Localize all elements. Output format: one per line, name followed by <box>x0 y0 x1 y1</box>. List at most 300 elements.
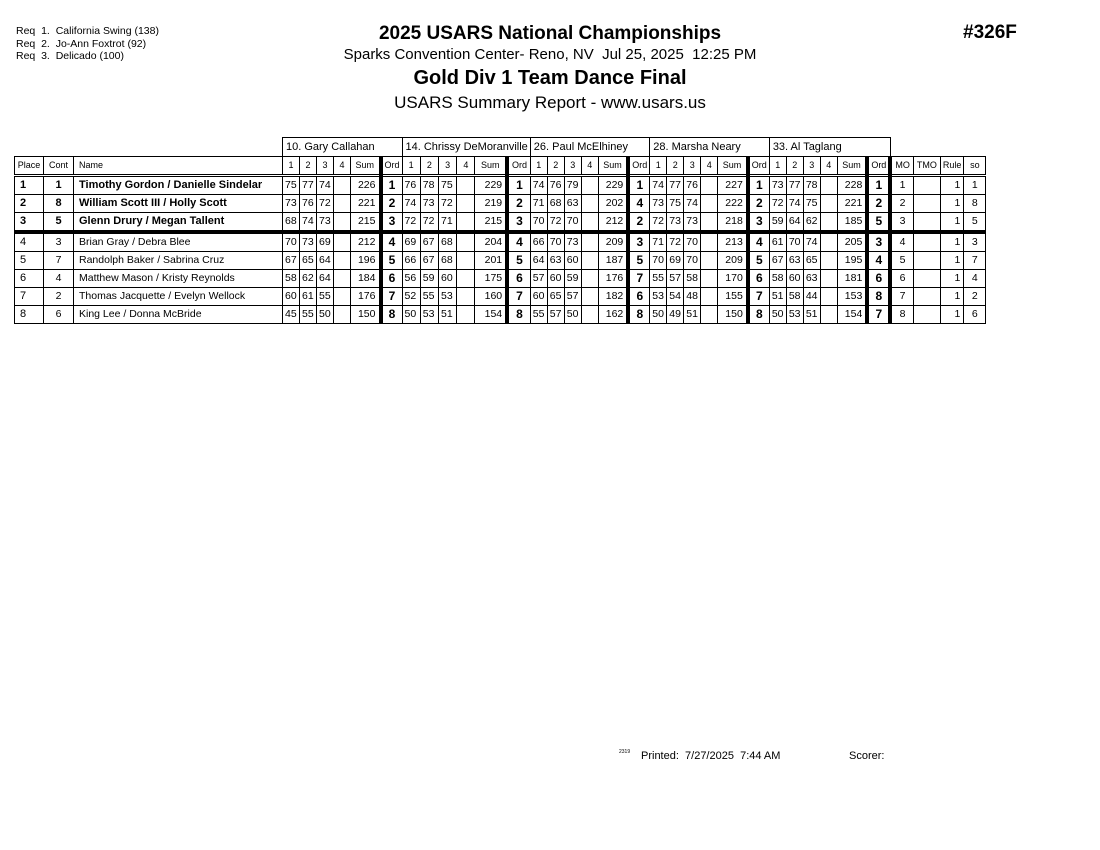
score-sum: 154 <box>475 306 507 324</box>
ordinal: 8 <box>381 306 403 324</box>
score-s2: 64 <box>786 213 803 233</box>
total-majority-ordinal <box>913 288 940 306</box>
score-sum: 212 <box>351 232 381 252</box>
ordinal: 6 <box>507 270 530 288</box>
score-s4 <box>820 270 837 288</box>
score-s1: 66 <box>530 232 547 252</box>
col-header-s1: 1 <box>650 157 667 176</box>
score-sum: 222 <box>718 195 748 213</box>
col-header-s2: 2 <box>786 157 803 176</box>
score-s2: 67 <box>420 252 438 270</box>
score-s4 <box>701 176 718 195</box>
table-row <box>15 288 986 306</box>
score-s1: 73 <box>283 195 300 213</box>
col-header-s3: 3 <box>564 157 581 176</box>
rule-number: 1 <box>940 213 964 233</box>
requirements-list <box>16 25 159 63</box>
col-header-s2: 2 <box>547 157 564 176</box>
score-sum: 175 <box>475 270 507 288</box>
score-s2: 67 <box>420 232 438 252</box>
majority-ordinal: 5 <box>890 252 913 270</box>
score-sum: 212 <box>598 213 628 233</box>
col-header-ord: Ord <box>628 157 650 176</box>
score-s4 <box>581 288 598 306</box>
ordinal: 6 <box>628 288 650 306</box>
score-s2: 58 <box>786 288 803 306</box>
ordinal: 7 <box>628 270 650 288</box>
score-s1: 71 <box>650 232 667 252</box>
score-sum: 227 <box>718 176 748 195</box>
skating-order: 5 <box>964 213 986 233</box>
requirement-item: Req 1. California Swing (138) <box>16 25 159 37</box>
rule-number: 1 <box>940 270 964 288</box>
score-s3: 72 <box>438 195 456 213</box>
skating-order: 6 <box>964 306 986 324</box>
score-s4 <box>334 213 351 233</box>
ordinal: 2 <box>628 213 650 233</box>
score-s1: 60 <box>530 288 547 306</box>
score-s4 <box>457 232 475 252</box>
scorer-label: Scorer: <box>849 750 885 762</box>
score-s2: 55 <box>420 288 438 306</box>
score-s1: 72 <box>402 213 420 233</box>
score-s1: 66 <box>402 252 420 270</box>
ordinal: 8 <box>507 306 530 324</box>
contestant-number: 7 <box>44 252 74 270</box>
col-header-s4: 4 <box>581 157 598 176</box>
score-s1: 53 <box>650 288 667 306</box>
score-s1: 73 <box>769 176 786 195</box>
col-header-ord: Ord <box>381 157 403 176</box>
judge-name: 26. Paul McElhiney <box>530 138 650 157</box>
majority-ordinal: 3 <box>890 213 913 233</box>
score-sum: 201 <box>475 252 507 270</box>
col-header-sum: Sum <box>598 157 628 176</box>
score-s4 <box>581 195 598 213</box>
rule-number: 1 <box>940 288 964 306</box>
score-s4 <box>581 306 598 324</box>
ordinal: 5 <box>381 252 403 270</box>
score-s3: 68 <box>438 232 456 252</box>
score-s2: 53 <box>420 306 438 324</box>
score-s3: 70 <box>684 252 701 270</box>
col-header-s2: 2 <box>300 157 317 176</box>
score-sum: 150 <box>718 306 748 324</box>
col-header-s2: 2 <box>420 157 438 176</box>
col-header-cont: Cont <box>44 157 74 176</box>
table-row <box>15 213 986 233</box>
score-sum: 155 <box>718 288 748 306</box>
score-s2: 63 <box>547 252 564 270</box>
col-header-place: Place <box>15 157 44 176</box>
score-s3: 70 <box>684 232 701 252</box>
col-header-so: so <box>964 157 986 176</box>
col-header-s3: 3 <box>438 157 456 176</box>
ordinal: 3 <box>867 232 890 252</box>
score-s2: 76 <box>547 176 564 195</box>
score-s3: 51 <box>803 306 820 324</box>
skating-order: 8 <box>964 195 986 213</box>
score-s4 <box>457 195 475 213</box>
score-sum: 162 <box>598 306 628 324</box>
score-s2: 72 <box>420 213 438 233</box>
score-sum: 221 <box>351 195 381 213</box>
col-header-sum: Sum <box>837 157 867 176</box>
score-s2: 60 <box>547 270 564 288</box>
total-majority-ordinal <box>913 306 940 324</box>
score-s3: 55 <box>317 288 334 306</box>
score-sum: 182 <box>598 288 628 306</box>
rule-number: 1 <box>940 252 964 270</box>
ordinal: 7 <box>748 288 770 306</box>
score-s2: 62 <box>300 270 317 288</box>
place-cell: 4 <box>15 232 44 252</box>
score-s3: 63 <box>803 270 820 288</box>
ordinal: 5 <box>867 213 890 233</box>
col-header-s1: 1 <box>530 157 547 176</box>
col-header-rule: Rule <box>940 157 964 176</box>
judge-name: 33. Al Taglang <box>769 138 890 157</box>
table-row <box>15 270 986 288</box>
ordinal: 1 <box>628 176 650 195</box>
ordinal: 4 <box>381 232 403 252</box>
score-s2: 77 <box>786 176 803 195</box>
score-sum: 204 <box>475 232 507 252</box>
ordinal: 4 <box>507 232 530 252</box>
total-majority-ordinal <box>913 195 940 213</box>
table-row <box>15 176 986 195</box>
col-header-sum: Sum <box>475 157 507 176</box>
contestant-number: 3 <box>44 232 74 252</box>
col-header-s3: 3 <box>803 157 820 176</box>
ordinal: 6 <box>748 270 770 288</box>
skating-order: 7 <box>964 252 986 270</box>
score-s3: 76 <box>684 176 701 195</box>
score-s1: 51 <box>769 288 786 306</box>
score-sum: 195 <box>837 252 867 270</box>
score-s4 <box>581 176 598 195</box>
score-s2: 72 <box>547 213 564 233</box>
col-header-s4: 4 <box>820 157 837 176</box>
score-sum: 196 <box>351 252 381 270</box>
score-s1: 58 <box>283 270 300 288</box>
score-s2: 77 <box>667 176 684 195</box>
score-s3: 50 <box>317 306 334 324</box>
judge-name: 14. Chrissy DeMoranville <box>402 138 530 157</box>
version-number: 2319 <box>619 749 631 755</box>
score-s1: 50 <box>769 306 786 324</box>
ordinal: 2 <box>381 195 403 213</box>
ordinal: 1 <box>748 176 770 195</box>
col-header-name: Name <box>74 157 283 176</box>
score-s2: 59 <box>420 270 438 288</box>
score-sum: 215 <box>351 213 381 233</box>
requirement-item: Req 3. Delicado (100) <box>16 50 124 62</box>
score-s3: 44 <box>803 288 820 306</box>
score-s2: 53 <box>786 306 803 324</box>
score-s2: 75 <box>667 195 684 213</box>
score-sum: 226 <box>351 176 381 195</box>
place-cell: 7 <box>15 288 44 306</box>
score-s4 <box>820 176 837 195</box>
col-header-tmo: TMO <box>913 157 940 176</box>
score-sum: 215 <box>475 213 507 233</box>
ordinal: 2 <box>867 195 890 213</box>
score-s1: 75 <box>283 176 300 195</box>
score-s3: 70 <box>564 213 581 233</box>
score-sum: 209 <box>718 252 748 270</box>
score-sum: 187 <box>598 252 628 270</box>
judge-header-row <box>15 138 986 157</box>
table-row <box>15 252 986 270</box>
rule-number: 1 <box>940 232 964 252</box>
score-s2: 77 <box>300 176 317 195</box>
report-header <box>300 22 800 114</box>
rule-number: 1 <box>940 195 964 213</box>
majority-ordinal: 8 <box>890 306 913 324</box>
ordinal: 5 <box>507 252 530 270</box>
score-s1: 55 <box>650 270 667 288</box>
rule-number: 1 <box>940 176 964 195</box>
score-s1: 70 <box>530 213 547 233</box>
team-name: Glenn Drury / Megan Tallent <box>74 213 283 233</box>
ordinal: 1 <box>381 176 403 195</box>
score-s1: 50 <box>650 306 667 324</box>
score-s1: 60 <box>283 288 300 306</box>
score-s2: 70 <box>547 232 564 252</box>
score-s3: 53 <box>438 288 456 306</box>
skating-order: 2 <box>964 288 986 306</box>
skating-order: 3 <box>964 232 986 252</box>
score-s4 <box>581 252 598 270</box>
col-header-ord: Ord <box>507 157 530 176</box>
ordinal: 1 <box>507 176 530 195</box>
score-s1: 72 <box>650 213 667 233</box>
score-s1: 74 <box>530 176 547 195</box>
score-s2: 61 <box>300 288 317 306</box>
score-s3: 72 <box>317 195 334 213</box>
ordinal: 7 <box>867 306 890 324</box>
score-s3: 73 <box>684 213 701 233</box>
score-sum: 219 <box>475 195 507 213</box>
ordinal: 4 <box>748 232 770 252</box>
skating-order: 1 <box>964 176 986 195</box>
ordinal: 6 <box>381 270 403 288</box>
col-header-s3: 3 <box>684 157 701 176</box>
score-s1: 57 <box>530 270 547 288</box>
score-sum: 176 <box>598 270 628 288</box>
score-s4 <box>701 213 718 233</box>
score-s1: 61 <box>769 232 786 252</box>
score-s3: 50 <box>564 306 581 324</box>
majority-ordinal: 6 <box>890 270 913 288</box>
score-s4 <box>701 306 718 324</box>
col-header-ord: Ord <box>748 157 770 176</box>
score-sum: 229 <box>598 176 628 195</box>
score-s4 <box>820 232 837 252</box>
col-header-s2: 2 <box>667 157 684 176</box>
score-s2: 73 <box>667 213 684 233</box>
ordinal: 1 <box>867 176 890 195</box>
score-s4 <box>701 232 718 252</box>
score-s1: 67 <box>769 252 786 270</box>
score-s1: 76 <box>402 176 420 195</box>
ordinal: 7 <box>507 288 530 306</box>
score-sum: 218 <box>718 213 748 233</box>
total-majority-ordinal <box>913 213 940 233</box>
score-sum: 213 <box>718 232 748 252</box>
score-s3: 64 <box>317 252 334 270</box>
score-s4 <box>701 270 718 288</box>
score-s2: 73 <box>300 232 317 252</box>
score-s3: 75 <box>803 195 820 213</box>
score-sum: 185 <box>837 213 867 233</box>
score-s2: 73 <box>420 195 438 213</box>
score-s1: 58 <box>769 270 786 288</box>
competition-title: 2025 USARS National Championships <box>378 23 722 44</box>
score-sum: 181 <box>837 270 867 288</box>
place-cell: 3 <box>15 213 44 233</box>
team-name: William Scott III / Holly Scott <box>74 195 283 213</box>
score-s2: 57 <box>667 270 684 288</box>
score-sum: 170 <box>718 270 748 288</box>
score-s3: 68 <box>438 252 456 270</box>
skating-order: 4 <box>964 270 986 288</box>
score-s1: 45 <box>283 306 300 324</box>
score-s2: 55 <box>300 306 317 324</box>
score-s3: 79 <box>564 176 581 195</box>
score-s3: 60 <box>564 252 581 270</box>
ordinal: 3 <box>507 213 530 233</box>
ordinal: 2 <box>507 195 530 213</box>
place-cell: 8 <box>15 306 44 324</box>
judge-name: 10. Gary Callahan <box>283 138 403 157</box>
venue-date: Sparks Convention Center- Reno, NV Jul 25, 2025 12:25 PM <box>343 46 757 63</box>
score-s3: 51 <box>438 306 456 324</box>
score-s4 <box>820 288 837 306</box>
judge-name: 28. Marsha Neary <box>650 138 770 157</box>
score-sum: 229 <box>475 176 507 195</box>
contestant-number: 8 <box>44 195 74 213</box>
ordinal: 5 <box>748 252 770 270</box>
majority-ordinal: 1 <box>890 176 913 195</box>
event-title: Gold Div 1 Team Dance Final <box>413 67 687 89</box>
score-s2: 54 <box>667 288 684 306</box>
score-s2: 60 <box>786 270 803 288</box>
score-s2: 70 <box>786 232 803 252</box>
score-s2: 74 <box>786 195 803 213</box>
place-cell: 5 <box>15 252 44 270</box>
table-row <box>15 232 986 252</box>
score-s4 <box>820 195 837 213</box>
score-sum: 202 <box>598 195 628 213</box>
team-name: King Lee / Donna McBride <box>74 306 283 324</box>
score-sum: 153 <box>837 288 867 306</box>
score-s4 <box>581 270 598 288</box>
ordinal: 3 <box>628 232 650 252</box>
printed-timestamp: Printed: 7/27/2025 7:44 AM <box>641 750 781 762</box>
score-s1: 70 <box>650 252 667 270</box>
score-sum: 209 <box>598 232 628 252</box>
score-s1: 73 <box>650 195 667 213</box>
score-s2: 76 <box>300 195 317 213</box>
score-s1: 50 <box>402 306 420 324</box>
ordinal: 3 <box>748 213 770 233</box>
col-header-s1: 1 <box>402 157 420 176</box>
ordinal: 4 <box>867 252 890 270</box>
score-s4 <box>334 288 351 306</box>
majority-ordinal: 7 <box>890 288 913 306</box>
score-s4 <box>334 270 351 288</box>
ordinal: 2 <box>748 195 770 213</box>
contestant-number: 4 <box>44 270 74 288</box>
score-s1: 56 <box>402 270 420 288</box>
score-sum: 154 <box>837 306 867 324</box>
score-s1: 67 <box>283 252 300 270</box>
rule-number: 1 <box>940 306 964 324</box>
place-cell: 1 <box>15 176 44 195</box>
contestant-number: 6 <box>44 306 74 324</box>
score-s4 <box>334 195 351 213</box>
results-table <box>14 137 986 324</box>
report-subtitle: USARS Summary Report - www.usars.us <box>394 93 706 112</box>
score-s3: 59 <box>564 270 581 288</box>
team-name: Thomas Jacquette / Evelyn Wellock <box>74 288 283 306</box>
score-s1: 64 <box>530 252 547 270</box>
score-s3: 48 <box>684 288 701 306</box>
score-s2: 65 <box>547 288 564 306</box>
team-name: Timothy Gordon / Danielle Sindelar <box>74 176 283 195</box>
score-s1: 74 <box>650 176 667 195</box>
column-header-row <box>15 157 986 176</box>
score-s4 <box>457 306 475 324</box>
team-name: Brian Gray / Debra Blee <box>74 232 283 252</box>
score-s2: 49 <box>667 306 684 324</box>
ordinal: 4 <box>628 195 650 213</box>
col-header-s1: 1 <box>769 157 786 176</box>
col-header-sum: Sum <box>718 157 748 176</box>
score-s4 <box>581 232 598 252</box>
score-s3: 75 <box>438 176 456 195</box>
score-s2: 65 <box>300 252 317 270</box>
score-s4 <box>701 288 718 306</box>
score-s4 <box>701 252 718 270</box>
score-s3: 58 <box>684 270 701 288</box>
score-s2: 74 <box>300 213 317 233</box>
team-name: Randolph Baker / Sabrina Cruz <box>74 252 283 270</box>
score-s4 <box>457 270 475 288</box>
score-s3: 64 <box>317 270 334 288</box>
score-s1: 72 <box>769 195 786 213</box>
score-sum: 221 <box>837 195 867 213</box>
ordinal: 3 <box>381 213 403 233</box>
score-s2: 68 <box>547 195 564 213</box>
score-s3: 57 <box>564 288 581 306</box>
score-s3: 73 <box>564 232 581 252</box>
score-s4 <box>334 232 351 252</box>
ordinal: 7 <box>381 288 403 306</box>
score-s4 <box>581 213 598 233</box>
score-s3: 69 <box>317 232 334 252</box>
ordinal: 8 <box>628 306 650 324</box>
contestant-number: 5 <box>44 213 74 233</box>
ordinal: 5 <box>628 252 650 270</box>
score-s3: 74 <box>317 176 334 195</box>
ordinal: 6 <box>867 270 890 288</box>
total-majority-ordinal <box>913 270 940 288</box>
score-s2: 72 <box>667 232 684 252</box>
score-s2: 63 <box>786 252 803 270</box>
